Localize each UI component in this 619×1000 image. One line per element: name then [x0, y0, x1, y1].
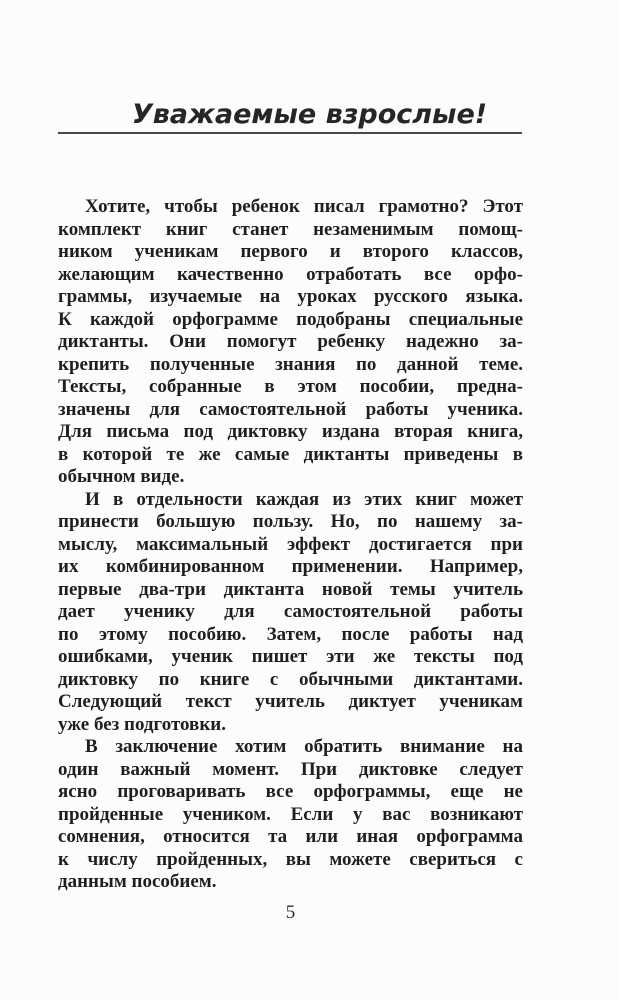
- text-line: первые два-три диктанта новой темы учитель: [58, 578, 523, 600]
- paragraph: [58, 489, 523, 737]
- text-line: мыслу, максимальный эффект достигается при: [58, 533, 523, 555]
- text-line: К каждой орфограмме подобраны специальные: [58, 308, 523, 330]
- text-line: принести большую пользу. Но, по нашему за-: [58, 511, 523, 532]
- text-line: диктовку по книге с обычными диктантами.: [58, 668, 523, 690]
- text-line: ясно проговаривать все орфограммы, еще не: [58, 781, 523, 802]
- text-line: данным пособием.: [58, 871, 217, 892]
- text-line: уже без подготовки.: [58, 713, 226, 735]
- text-line: комплект книг станет незаменимым помощ-: [58, 218, 523, 240]
- text-line: один важный момент. При диктовке следует: [58, 758, 523, 780]
- page-number: 5: [285, 902, 296, 923]
- text-line: Хотите, чтобы ребенок писал грамотно? Этот: [85, 196, 523, 217]
- text-line: граммы, изучаемые на уроках русского языка.: [58, 286, 523, 307]
- text-line: желающим качественно отработать все орфо-: [58, 263, 523, 285]
- paragraph: [58, 196, 523, 489]
- text-line: сомнения, относится та или иная орфограмма: [58, 826, 523, 847]
- text-line: обычном виде.: [58, 466, 185, 487]
- text-line: ошибками, ученик пишет эти же тексты под: [58, 646, 523, 667]
- text-line: к числу пройденных, вы можете свериться с: [58, 848, 523, 870]
- text-line: диктанты. Они помогут ребенку надежно за-: [58, 331, 523, 352]
- text-line: пройденные учеником. Если у вас возникают: [58, 803, 523, 825]
- text-line: в которой те же самые диктанты приведены в: [58, 443, 523, 465]
- text-line: Тексты, собранные в этом пособии, предна-: [58, 376, 523, 397]
- text-line: ником ученикам первого и второго классов,: [58, 241, 523, 262]
- text-line: Следующий текст учитель диктует ученикам: [58, 691, 523, 712]
- page-title: Уважаемые взрослые!: [131, 99, 488, 130]
- text-line: по этому пособию. Затем, после работы над: [58, 623, 523, 645]
- body-text: [58, 196, 523, 894]
- text-line: их комбинированном применении. Например,: [58, 556, 523, 577]
- text-line: крепить полученные знания по данной теме.: [58, 353, 523, 375]
- text-line: дает ученику для самостоятельной работы: [58, 601, 523, 622]
- text-line: И в отдельности каждая из этих книг может: [85, 488, 523, 510]
- text-line: Для письма под диктовку издана вторая книга,: [58, 421, 523, 442]
- text-line: В заключение хотим обратить внимание на: [85, 736, 523, 757]
- title-rule: [58, 132, 522, 134]
- paragraph: [58, 736, 523, 894]
- text-line: значены для самостоятельной работы ученика.: [58, 398, 523, 420]
